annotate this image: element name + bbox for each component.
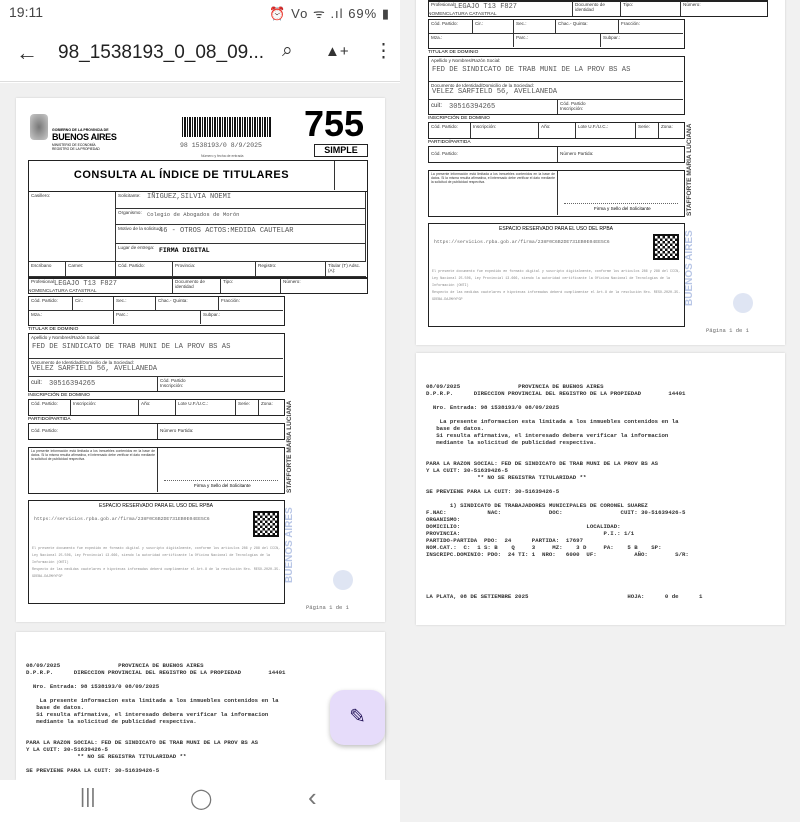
domicilio-value: VELEZ SARFIELD 56, AVELLANEDA (432, 88, 558, 96)
report-line: LA PLATA, 08 DE SETIEMBRE 2025 HOJA: 0 de 1 (426, 593, 703, 600)
manzana-cell: Mza.: (29, 311, 114, 324)
report-line (426, 586, 702, 593)
cod-partido-cell: Cód. Partido: (29, 400, 71, 415)
fraccion-cell: Fracción: (619, 20, 683, 34)
pdf-viewer-scrolled[interactable] (400, 0, 800, 822)
title-box (28, 160, 368, 192)
page-number: Página 1 de 1 (706, 327, 749, 334)
nomenclatura-heading: NOMENCLATURA CATASTRAL (428, 12, 497, 17)
escribano-field: Escribano (29, 262, 66, 277)
cuit-value: 30516394265 (49, 380, 96, 388)
report-line: PARA LA RAZON SOCIAL: FED DE SINDICATO DE TRAB MUNI DE LA PROV BS AS (26, 739, 259, 746)
disclaimer-text: La presente información está limitada a los inmuebles contenidos en la base de datos. Si la misma resulta afirmativa, el interesado debe verificar el dato mediante la solicitud de publicidad respectiva. (429, 171, 558, 215)
disclaimer-signature-box (28, 447, 285, 494)
subparcela-cell: Subpar.: (203, 312, 221, 317)
serie-cell: Serie: (636, 123, 659, 138)
tipo-field: Tipo: (621, 1, 681, 16)
report-line (426, 572, 702, 579)
clock: 19:11 (9, 4, 43, 20)
provincia-field: Provincia: (173, 262, 256, 277)
partido-partida-box (428, 146, 685, 163)
report-line (426, 453, 702, 460)
request-box (28, 191, 368, 279)
report-line (426, 411, 702, 418)
anio-cell: Año: (539, 123, 576, 138)
rpba-reserved-box (428, 223, 685, 327)
logo-gov: GOBIERNO DE LA PROVINCIA DE (52, 128, 109, 132)
registro-field: Registro: (256, 262, 326, 277)
report-line (426, 495, 702, 502)
cir-cell: Cir.: (73, 297, 114, 311)
motivo-label: Motivo de la solicitud: (116, 225, 366, 244)
status-bar (0, 0, 400, 28)
report-line: NOM.CAT.: C: 1 S: B Q 3 MZ: 3 D PA: 5 B SP: (426, 544, 662, 551)
report-line (26, 676, 285, 683)
pdf-page-2 (416, 353, 785, 625)
report-line: mediante la solicitud de publicidad respectiva. (426, 439, 597, 446)
sec-cell: Sec.: (514, 20, 556, 34)
report-line: D.P.R.P. DIRECCION PROVINCIAL DEL REGISTRO DE LA PROPIEDAD 14401 (26, 669, 286, 676)
lugar-value: FIRMA DIGITAL (159, 247, 210, 254)
qr-code[interactable] (253, 511, 279, 537)
report-line: La presente informacion esta limitada a los inmuebles contenidos en la (26, 697, 279, 704)
solicitante-label: Solicitante: (116, 192, 366, 209)
form-number: 755 (304, 103, 365, 144)
logo-registry: REGISTRO DE LA PROPIEDAD (52, 147, 100, 151)
carnet-field: Carnet: (66, 262, 116, 277)
reserved-heading: ESPACIO RESERVADO PARA EL USO DEL RPBA (498, 226, 614, 232)
report-line: SE PREVIENE PARA LA CUIT: 30-51639426-5 (26, 767, 160, 774)
profesional-value: LEGAJO T13 F827 (54, 280, 118, 288)
parcela-cell: Parc.: (114, 311, 201, 324)
titular-heading: TITULAR DE DOMINIO (28, 327, 79, 332)
search-document-icon[interactable]: ⌕ (282, 40, 293, 61)
divider (334, 161, 335, 190)
zona-cell: Zona: (261, 401, 273, 406)
qr-code[interactable] (653, 234, 679, 260)
solicitante-value: IÑIGUEZ,SILVIA NOEMI (147, 193, 232, 201)
report-line: Nro. Entrada: 98 1538193/0 08/09/2025 (426, 404, 560, 411)
document-title: 98_1538193_0_08_09... (58, 42, 265, 63)
add-to-drive-icon[interactable]: ▲+ (325, 43, 349, 60)
report-line: Nro. Entrada: 98 1538193/0 08/09/2025 (26, 683, 160, 690)
cuit-value: 30516394265 (449, 103, 496, 111)
province-seal-icon (30, 114, 48, 140)
nomenclatura-heading: NOMENCLATURA CATASTRAL (28, 289, 97, 294)
legal-text-2: Respecto de las medidas cautelares e hipotecas informadas deberá cumplimentar el Art.8 de la resolución Nro. RESO-2020-35-GDEBA-DAJMHYFGP (432, 291, 681, 302)
report-line: ** NO SE REGISTRA TITULARIDAD ** (26, 753, 187, 760)
cod-partido-cell: Cód. Partido: (29, 297, 73, 311)
report-line: SE PREVIENE PARA LA CUIT: 30-51639426-5 (426, 488, 560, 495)
form-title: CONSULTA AL ÍNDICE DE TITULARES (73, 169, 290, 181)
casillero-field: Casillero: (29, 192, 116, 262)
report-line (426, 579, 702, 586)
pdf-page-1 (16, 98, 385, 622)
zona-cell: Zona: (661, 124, 673, 129)
legal-text-2: Respecto de las medidas cautelares e hipotecas informadas deberá cumplimentar el Art.8 de la resolución Nro. RESO-2020-35-GDEBA-DAJMHYFGP (32, 568, 281, 579)
profesional-label: Profesional: (29, 278, 173, 293)
annotate-pen-button[interactable]: ✎ (330, 690, 385, 745)
report-line: Y LA CUIT: 30-51639426-5 (426, 467, 508, 474)
system-nav-bar (0, 780, 400, 822)
nomenclatura-box (28, 296, 285, 326)
cir-cell: Cir.: (473, 20, 514, 34)
cod-partido-field: Cód. Partido: (116, 262, 173, 277)
verification-url: https://servicios.rpba.gob.ar/firma/238F0C6B2DE731EB0E04EE5C6 (434, 240, 610, 245)
cuit-label: cuit: (29, 377, 158, 391)
report-line: 08/09/2025 PROVINCIA DE BUENOS AIRES (26, 662, 204, 669)
motivo-value: 46 - OTROS ACTOS:MEDIDA CAUTELAR (159, 227, 294, 235)
organismo-label: Organismo: (116, 209, 366, 225)
profesional-label: Profesional: (429, 1, 573, 16)
report-line: DOMICILIO: LOCALIDAD: (426, 523, 621, 530)
sec-cell: Sec.: (114, 297, 156, 311)
more-options-icon[interactable]: ⋮ (374, 41, 393, 62)
manzana-cell: Mza.: (429, 34, 514, 47)
report-line: base de datos. (26, 704, 85, 711)
barcode-text: 98 1538193/0 8/9/2025 (180, 142, 262, 149)
domicilio-label: Documento de Identidad/Domicilio de la Sociedad: (29, 359, 283, 377)
type-badge: SIMPLE (314, 144, 368, 157)
report-line: PROVINCIA: P.I.: 1/1 (426, 530, 635, 537)
report-line: PARA LA RAZON SOCIAL: FED DE SINDICATO DE TRAB MUNI DE LA PROV BS AS (426, 460, 659, 467)
logo-ministry: MINISTERIO DE ECONOMÍA (52, 143, 96, 147)
documento-field: Documento de identidad (173, 278, 221, 293)
report-line (426, 397, 702, 404)
lote-cell: Lote U.F./U.C.: (576, 123, 636, 138)
report-line: La presente informacion esta limitada a los inmuebles contenidos en la (426, 418, 679, 425)
inscripcion-heading: INSCRIPCIÓN DE DOMINIO (28, 393, 90, 398)
titular-box (428, 56, 685, 115)
home-button[interactable]: ◯ (190, 788, 213, 810)
cod-partido-cell: Cód. Partido: (429, 20, 473, 34)
battery-icon: ▮ (381, 6, 390, 21)
report-line (26, 725, 285, 732)
signature-line (564, 203, 678, 204)
titular-heading: TITULAR DE DOMINIO (428, 50, 479, 55)
stamp-logo: BUENOS AIRES (684, 230, 695, 306)
stamp-logo: BUENOS AIRES (284, 507, 295, 583)
pdf-page-1 (416, 0, 785, 345)
report-line: 1) SINDICATO DE TRABAJADORES MUNICIPALES DE CORONEL SUAREZ (426, 502, 648, 509)
report-text (426, 383, 702, 600)
battery-level: 69% (348, 6, 378, 21)
app-toolbar (0, 28, 400, 82)
signer-stamp: STAFFORTE MARIA LUCIANA (686, 123, 693, 216)
page-number: Página 1 de 1 (306, 604, 349, 611)
verification-url: https://servicios.rpba.gob.ar/firma/238F0C6B2DE731EB0E04EE5C6 (34, 517, 210, 522)
serie-cell: Serie: (236, 400, 259, 415)
signature-line (164, 480, 278, 481)
pdf-viewer[interactable] (0, 83, 400, 780)
report-line: F.NAC: NAC: DOC: CUIT: 30-51639426-5 (426, 509, 686, 516)
partido-partida-heading: PARTIDO/PARTIDA (428, 140, 471, 145)
disclaimer-signature-box (428, 170, 685, 217)
report-line (26, 732, 285, 739)
stamp-seal-icon (333, 570, 353, 590)
numero-field: Número: (283, 279, 301, 284)
organismo-value: Colegio de Abogados de Morón (147, 211, 240, 218)
chacra-quinta-cell: Chac.- Quinta: (556, 20, 619, 34)
report-line: 08/09/2025 PROVINCIA DE BUENOS AIRES (426, 383, 604, 390)
signature-label: Firma y Sello del Solicitante (594, 206, 651, 211)
report-line: Y LA CUIT: 30-51639426-5 (26, 746, 108, 753)
report-line (426, 558, 702, 565)
inscripcion-box (28, 399, 285, 416)
report-line: PARTIDO-PARTIDA PDO: 24 PARTIDA: 17697 (426, 537, 584, 544)
nomenclatura-box (428, 19, 685, 49)
profesional-value: LEGAJO T13 F827 (454, 3, 518, 11)
parcela-cell: Parc.: (514, 34, 601, 47)
cuit-label: cuit: (429, 100, 558, 114)
anio-cell: Año: (139, 400, 176, 415)
report-line (426, 565, 702, 572)
report-line: INSCRIPC.DOMINIO: PDO: 24 TI: 1 NRO: 6000 UF: AÑO: S/R: (426, 551, 689, 558)
documento-field: Documento de identidad (573, 1, 621, 16)
barcode (182, 117, 272, 137)
tipo-field: Tipo: (221, 278, 281, 293)
cod-partido-cell: Cód. Partido: (429, 123, 471, 138)
partido-partida-box (28, 423, 285, 440)
cod-partido-cell: Cód. Partido: (29, 424, 158, 439)
signature-label: Firma y Sello del Solicitante (194, 483, 251, 488)
recents-button[interactable]: ||| (80, 786, 96, 808)
inscripcion-box (428, 122, 685, 139)
titular-box (28, 333, 285, 392)
signer-stamp: STAFFORTE MARIA LUCIANA (286, 400, 293, 493)
report-line: D.P.R.P. DIRECCION PROVINCIAL DEL REGISTRO DE LA PROPIEDAD 14401 (426, 390, 686, 397)
report-line: ORGANISMO: (426, 516, 461, 523)
razon-social-value: FED DE SINDICATO DE TRAB MUNI DE LA PROV BS AS (32, 343, 231, 351)
rpba-reserved-box (28, 500, 285, 604)
chacra-quinta-cell: Chac.- Quinta: (156, 297, 219, 311)
stamp-seal-icon (733, 293, 753, 313)
lugar-label: Lugar de entrega: (116, 244, 366, 262)
inscripcion-cell: Inscripción: (471, 123, 539, 138)
apellido-label: Apellido y Nombres/Razón Social: (429, 57, 683, 82)
legal-text-1: El presente documento fue expedido en formato digital y suscripto digitalmente, conforme los artículos 286 y 288 del CCCN, Ley Nacional 25.506, Ley Provincial 13.666, siendo la autoridad certificante la Oficina Nacional de Tecnologías de la Información (ONTI) (32, 547, 281, 565)
numero-partida-cell: Número Partida: (160, 428, 194, 433)
barcode-caption: Número y fecha de entrada (201, 154, 244, 158)
report-text (26, 662, 285, 774)
back-arrow-icon[interactable]: ← (16, 40, 38, 65)
domicilio-value: VELEZ SARFIELD 56, AVELLANEDA (32, 365, 158, 373)
subparcela-cell: Subpar.: (603, 35, 621, 40)
cod-partido-inscripcion: Cód. Partido Inscripción: (160, 378, 186, 388)
inscripcion-heading: INSCRIPCIÓN DE DOMINIO (428, 116, 490, 121)
report-line (26, 690, 285, 697)
disclaimer-text: La presente información está limitada a los inmuebles contenidos en la base de datos. Si la misma resulta afirmativa, el interesado debe verificar el dato mediante la solicitud de publicidad respectiva. (29, 448, 158, 492)
report-line: Si resulta afirmativa, el interesado debera verificar la informacion (26, 711, 269, 718)
razon-social-value: FED DE SINDICATO DE TRAB MUNI DE LA PROV BS AS (432, 66, 631, 74)
report-line (26, 760, 285, 767)
domicilio-label: Documento de Identidad/Domicilio de la Sociedad: (429, 82, 683, 100)
report-line (426, 446, 702, 453)
lote-cell: Lote U.F./U.C.: (176, 400, 236, 415)
report-line (426, 481, 702, 488)
report-line: base de datos. (426, 425, 485, 432)
titular-field: Titular (T) Adsc. (A): (326, 262, 366, 277)
nav-back-button[interactable]: ‹ (308, 782, 317, 812)
apellido-label: Apellido y Nombres/Razón Social: (29, 334, 283, 359)
report-line: Si resulta afirmativa, el interesado debera verificar la informacion (426, 432, 669, 439)
logo-name: BUENOS AIRES (52, 132, 117, 142)
numero-partida-cell: Número Partida: (560, 151, 594, 156)
reserved-heading: ESPACIO RESERVADO PARA EL USO DEL RPBA (98, 503, 214, 509)
inscripcion-cell: Inscripción: (71, 400, 139, 415)
legal-text-1: El presente documento fue expedido en formato digital y suscripto digitalmente, conforme los artículos 286 y 288 del CCCN, Ley Nacional 25.506, Ley Provincial 13.666, siendo la autoridad certificante la Oficina Nacional de Tecnologías de la Información (ONTI) (432, 270, 681, 288)
numero-field: Número: (683, 2, 701, 7)
fraccion-cell: Fracción: (219, 297, 283, 311)
report-line: ** NO SE REGISTRA TITULARIDAD ** (426, 474, 587, 481)
report-line: mediante la solicitud de publicidad respectiva. (26, 718, 197, 725)
partido-partida-heading: PARTIDO/PARTIDA (28, 417, 71, 422)
cod-partido-inscripcion: Cód. Partido Inscripción: (560, 101, 586, 111)
cod-partido-cell: Cód. Partido: (429, 147, 558, 162)
status-icons: ⏰ Vo ᯤ .ıl (269, 6, 344, 21)
